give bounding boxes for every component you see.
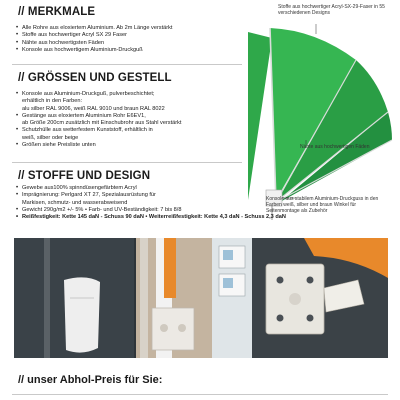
list-item: • Imprägnierung: Perlgard XT 27, Spezialausrüstung für <box>16 192 286 199</box>
list-item: • Alle Rohre aus eloxiertem Aluminium. Ab 2m Länge verstärkt <box>16 25 172 32</box>
console-callout: Konsole aus stabilem Aluminium-Druckguss in den Farben weiß, silber und braun Winkel für Seitenmontage als Zubehör <box>266 196 379 215</box>
price-heading: // unser Abhol-Preis für Sie: <box>18 374 163 386</box>
stoffe-title: // STOFFE UND DESIGN <box>18 170 151 182</box>
list-item: alu silber RAL 9006, weiß RAL 9010 und braun RAL 8022 <box>22 105 165 112</box>
orange-strip <box>164 238 176 298</box>
divider <box>12 64 242 65</box>
groessen-title: // GRÖSSEN UND GESTELL <box>18 72 172 84</box>
groessen-list <box>16 91 182 149</box>
cover-bag <box>64 277 100 352</box>
list-item: • Größen siehe Preisliste unten <box>16 142 182 149</box>
product-detail-photos <box>14 238 388 358</box>
list-item: • Konsole aus Aluminium-Druckguß, pulverbeschichtet; <box>16 91 182 98</box>
list-item: • Stoffe aus hochwertiger Acryl SX 29 Faser <box>16 32 172 39</box>
list-item: • Gewicht 290g/m2 +/- 5% • Farb- und UV-Beständigkeit: 7 bis 8/8 <box>16 207 286 214</box>
list-item: • Nähte aus hochwertigsten Fäden <box>16 40 172 47</box>
list-item: • Konsole aus hochwertigem Aluminium-Druckguß <box>16 47 172 54</box>
list-item: erhältlich in den Farben: <box>22 98 83 105</box>
list-item: weiß, silber oder beige <box>22 134 79 141</box>
list-item: ab Größe 200cm zusätzlich mit Einschubrohr aus Stahl verstärkt <box>22 120 182 127</box>
fabric-panel <box>248 32 272 200</box>
seams-callout: Nähte aus hochwertigen Fäden <box>300 144 370 150</box>
list-item: • Reißfestigkeit: Kette 145 daN - Schuss 90 daN • Weiterreißfestigkeit: Kette 4,3 daN - Schuss 2,3 daN <box>16 214 286 221</box>
divider <box>12 162 242 163</box>
fabric-callout: Stoffe aus hochwertiger Acryl-SX-29-Faser in 55 verschiedenen Designs <box>278 4 385 17</box>
list-item: • Gewebe aus100% spinndüsengefärbtem Acryl <box>16 185 286 192</box>
divider <box>12 394 388 395</box>
list-item: • Gestänge aus eloxiertem Aluminium Rohr E6EV1, <box>16 113 182 120</box>
list-item: • Schutzhülle aus wetterfestem Kunststoff, erhältlich in <box>16 127 182 134</box>
merkmale-title: // MERKMALE <box>18 6 96 18</box>
list-item: Markisen, schmutz- und wasserabweisend <box>22 199 128 206</box>
merkmale-list <box>16 25 172 54</box>
product-photo-strip <box>14 238 388 358</box>
